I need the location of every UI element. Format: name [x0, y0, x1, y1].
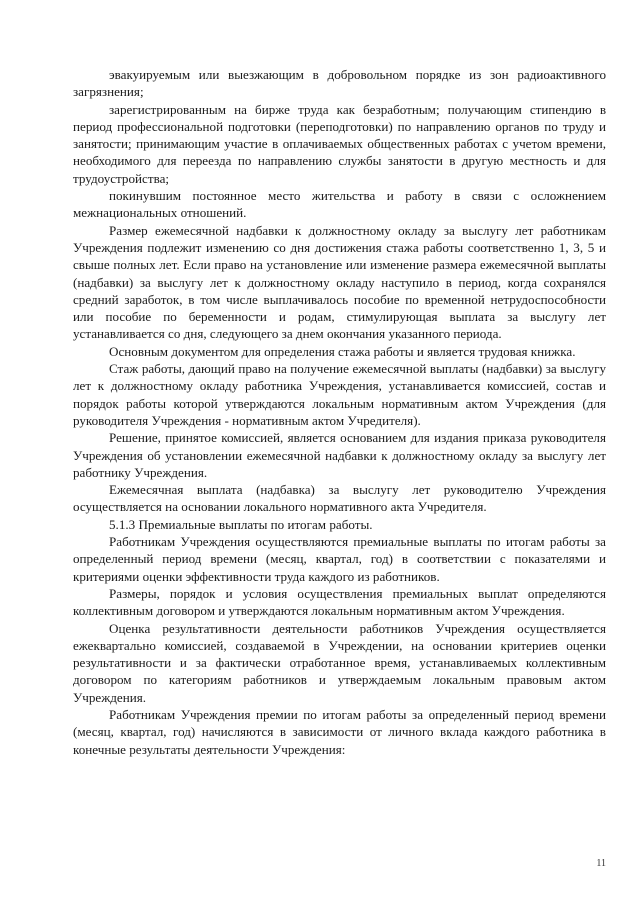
paragraph: покинувшим постоянное место жительства и работу в связи с осложнением межнациональных отношений. [73, 188, 606, 221]
paragraph: Основным документом для определения стажа работы и является трудовая книжка. [109, 343, 576, 359]
section-heading: 5.1.3 Премиальные выплаты по итогам работы. [109, 516, 373, 532]
paragraph: Стаж работы, дающий право на получение ежемесячной выплаты (надбавки) за выслугу лет к должностному окладу работника Учреждения, устанавливается комиссией, состав и порядок работы которой утверждаются локальным нормативным актом Учреждения (для руководителя Учреждения - нормативным актом Учредителя). [73, 361, 606, 428]
paragraph: Работникам Учреждения премии по итогам работы за определенный период времени (месяц, квартал, год) начисляются в зависимости от личного вклада каждого работника в конечные результаты деятельности Учреждения: [73, 706, 606, 757]
paragraph: Оценка результативности деятельности работников Учреждения осуществляется ежеквартально комиссией, создаваемой в Учреждении, на основании критериев оценки результативности и за фактически отработанное время, устанавливаемых коллективным договором по категориям работников и утверждаемым локальным правовым актом Учреждения. [73, 620, 606, 705]
paragraph: Ежемесячная выплата (надбавка) за выслугу лет руководителю Учреждения осуществляется на основании локального нормативного акта Учредителя. [73, 482, 606, 515]
paragraph: Работникам Учреждения осуществляются премиальные выплаты по итогам работы за определенный период времени (месяц, квартал, год) в соответствии с показателями и критериями оценки эффективности труда каждого из работников. [73, 534, 606, 584]
paragraph: Размеры, порядок и условия осуществления премиальных выплат определяются коллективным договором и утверждаются локальным нормативным актом Учреждения. [73, 585, 606, 619]
paragraph: Размер ежемесячной надбавки к должностному окладу за выслугу лет работникам Учреждения подлежит изменению со дня достижения стажа работы соответственно 1, 3, 5 и свыше полных лет. Если право на установление или изменение размера ежемесячной выплаты (надбавки) за выслугу лет к должностному окладу наступило в период, когда сохранялся средний заработок, в том числе выплачивалось пособие по временной нетрудоспособности или пособие по беременности и родам, стимулирующая выплата за выслугу лет устанавливается со дня, следующего за днем окончания указанного периода. [73, 222, 606, 342]
page-number: 11 [596, 858, 606, 869]
paragraph: эвакуируемым или выезжающим в добровольном порядке из зон радиоактивного загрязнения; [73, 67, 606, 100]
paragraph: Решение, принятое комиссией, является основанием для издания приказа руководителя Учреждения об установлении ежемесячной надбавки к должностному окладу за выслугу лет работнику Учреждения. [73, 430, 606, 480]
paragraph: зарегистрированным на бирже труда как безработным; получающим стипендию в период профессиональной подготовки (переподготовки) по направлению органов по труду и занятости; принимающим участие в оплачиваемых общественных работах с учетом времени, необходимого для переезда по направлению службы занятости в другую местность и для трудоустройства; [73, 101, 606, 186]
